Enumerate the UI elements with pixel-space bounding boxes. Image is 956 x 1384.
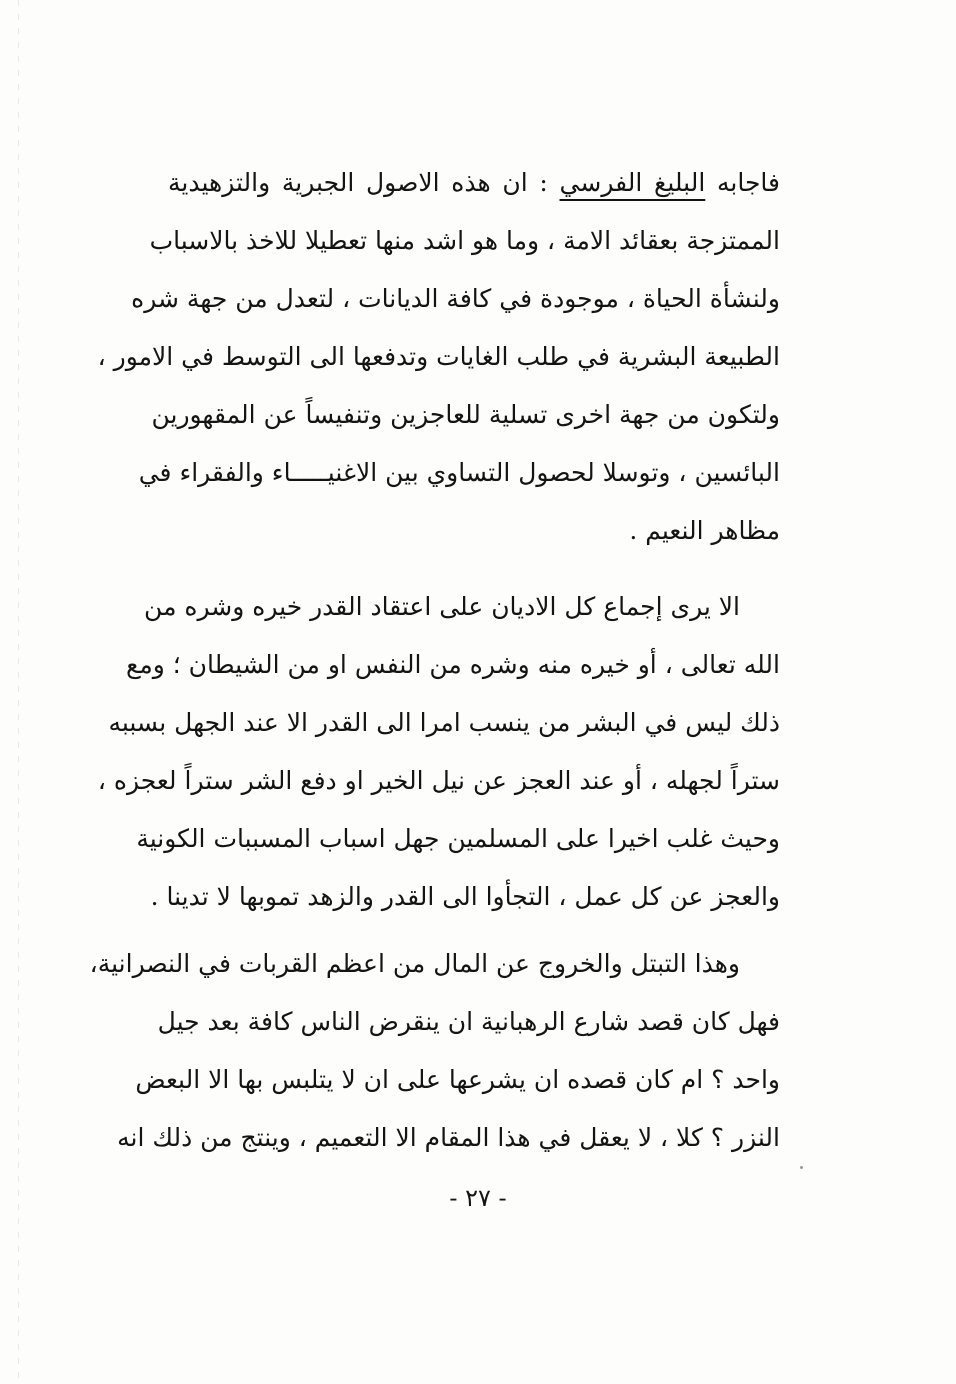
scan-edge-mark bbox=[18, 0, 19, 1384]
paragraph-2-line-3: ذلك ليس في البشر من ينسب امرا الى القدر الا عند الجهل بسببه bbox=[108, 708, 780, 737]
paragraph-3-line-2: فهل كان قصد شارع الرهبانية ان ينقرض الناس كافة بعد جيل bbox=[157, 1007, 780, 1036]
paragraph-2-line-1: الا يرى إجماع كل الاديان على اعتقاد القدر خيره وشره من bbox=[144, 592, 740, 621]
scan-speck bbox=[800, 1166, 803, 1169]
paragraph-1-opening-word: فاجابه bbox=[717, 168, 781, 197]
paragraph-2-line-2: الله تعالى ، أو خيره منه وشره من النفس او من الشيطان ؛ ومع bbox=[126, 650, 780, 679]
paragraph-1-line-3: ولنشأة الحياة ، موجودة في كافة الديانات ، لتعدل من جهة شره bbox=[131, 284, 780, 313]
paragraph-1-line-7: مظاهر النعيم . bbox=[629, 516, 780, 545]
paragraph-3 bbox=[89, 935, 780, 1167]
paragraph-3-line-3: واحد ؟ ام كان قصده ان يشرعها على ان لا يتلبس بها الا البعض bbox=[135, 1065, 780, 1094]
underlined-name: البليغ الفرسي bbox=[559, 168, 706, 197]
paragraph-1-line-6: البائسين ، وتوسلا لحصول التساوي بين الاغنيـــــاء والفقراء في bbox=[138, 458, 780, 487]
paragraph-2-line-5: وحيث غلب اخيرا على المسلمين جهل اسباب المسببات الكونية bbox=[136, 824, 780, 853]
paragraph-3-line-1: وهذا التبتل والخروج عن المال من اعظم القربات في النصرانية، bbox=[89, 949, 740, 978]
paragraph-1-line-1-rest: : ان هذه الاصول الجبرية والتزهيدية bbox=[168, 168, 548, 197]
paragraph-2-line-6: والعجز عن كل عمل ، التجأوا الى القدر والزهد تموبها لا تدينا . bbox=[150, 882, 780, 911]
paragraph-1 bbox=[97, 154, 781, 560]
paragraph-2-line-4: ستراً لجهله ، أو عند العجز عن نيل الخير او دفع الشر ستراً لعجزه ، bbox=[97, 766, 780, 795]
paragraph-1-line-1 bbox=[168, 154, 780, 212]
paragraph-1-line-4: الطبيعة البشرية في طلب الغايات وتدفعها الى التوسط في الامور ، bbox=[97, 342, 780, 371]
page-number: - ٢٧ - bbox=[449, 1184, 507, 1212]
paragraph-1-line-2: الممتزجة بعقائد الامة ، وما هو اشد منها تعطيلا للاخذ بالاسباب bbox=[149, 226, 780, 255]
paragraph-1-line-5: ولتكون من جهة اخرى تسلية للعاجزين وتنفيساً عن المقهورين bbox=[151, 400, 780, 429]
paragraph-3-line-4: النزر ؟ كلا ، لا يعقل في هذا المقام الا التعميم ، وينتج من ذلك انه bbox=[117, 1123, 780, 1152]
paragraph-2 bbox=[97, 578, 780, 926]
